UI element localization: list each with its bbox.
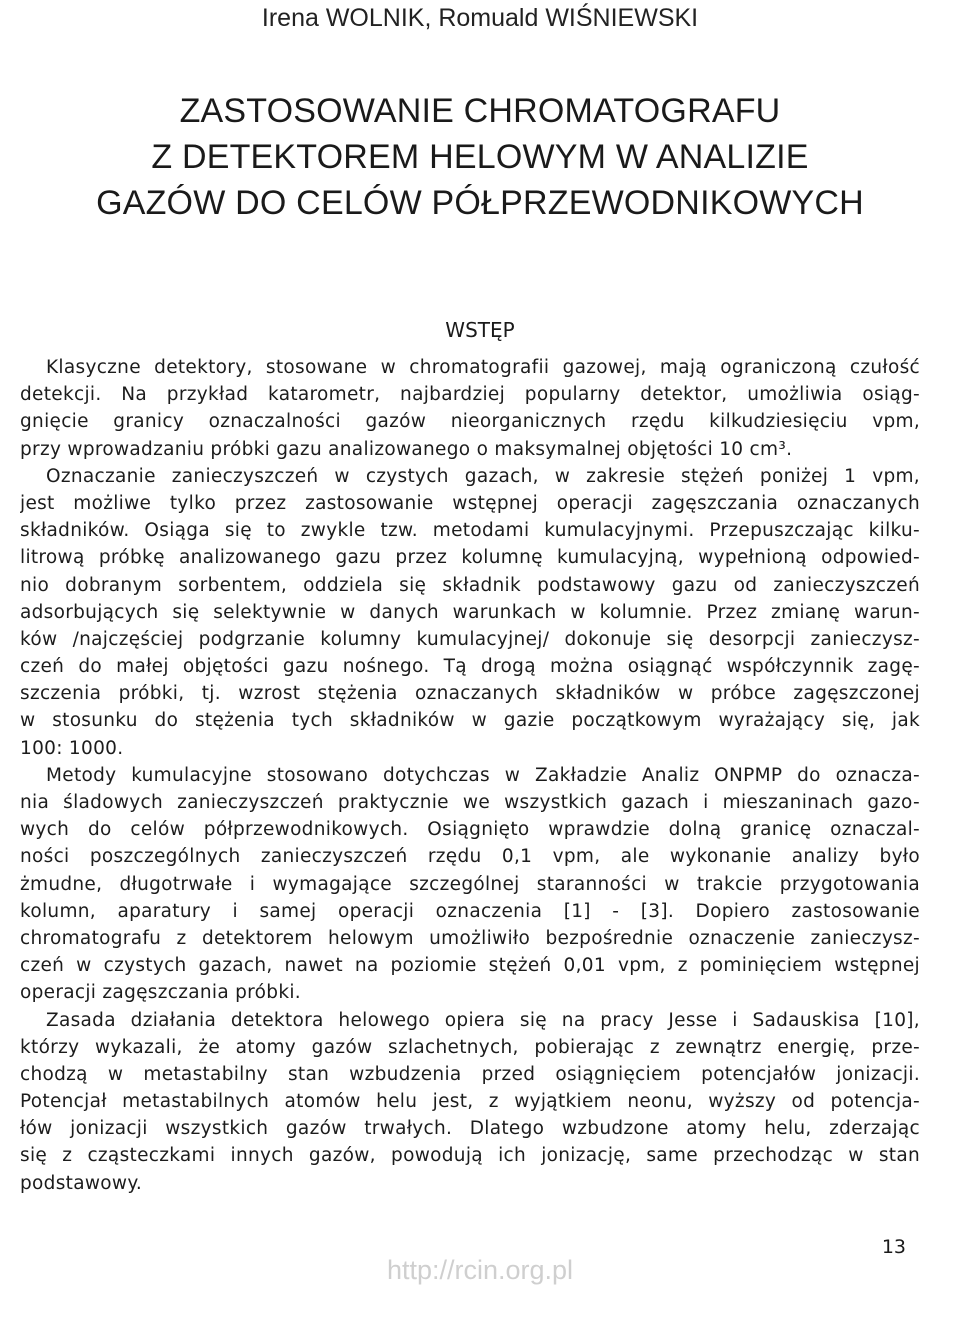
text-line: litrową próbkę analizowanego gazu przez kolumnę kumulacyjną, wypełnioną odpowied- xyxy=(20,547,920,569)
text-line: czeń w czystych gazach, nawet na poziomie stężeń 0,01 vpm, z pominięciem wstępnej xyxy=(20,955,920,977)
title-line: ZASTOSOWANIE CHROMATOGRAFU xyxy=(179,92,781,130)
body-text xyxy=(20,354,920,1197)
watermark-url: http://rcin.org.pl xyxy=(386,1255,574,1285)
text-line: detekcji. Na przykład katarometr, najbardziej popularny detektor, umożliwia osiąg- xyxy=(20,384,920,406)
text-line: podstawowy. xyxy=(20,1172,143,1194)
text-line: szczenia próbki, tj. wzrost stężenia oznaczanych składników w próbce zagęszczonej xyxy=(20,683,920,705)
text-line: Klasyczne detektory, stosowane w chromatografii gazowej, mają ograniczoną czułość xyxy=(46,357,920,378)
text-line: przy wprowadzaniu próbki gazu analizowanego o maksymalnej objętości 10 cm³. xyxy=(20,438,793,460)
text-line: się z cząsteczkami innych gazów, powodują ich jonizację, same przechodząc w stan xyxy=(20,1145,920,1167)
text-line: operacji zagęszczania próbki. xyxy=(20,982,301,1004)
text-line: którzy wykazali, że atomy gazów szlachetnych, pobierając z zewnątrz energię, prze- xyxy=(20,1036,920,1058)
title-line: GAZÓW DO CELÓW PÓŁPRZEWODNIKOWYCH xyxy=(96,184,864,222)
article-title xyxy=(30,88,930,226)
text-line: żmudne, długotrwałe i wymagające szczególnej staranności w trakcie przygotowania xyxy=(20,873,920,895)
text-line: Oznaczanie zanieczyszczeń w czystych gazach, w zakresie stężeń poniżej 1 vpm, xyxy=(46,465,920,487)
text-line: gnięcie granicy oznaczalności gazów nieorganicznych rzędu kilkudziesięciu vpm, xyxy=(20,411,920,433)
text-line: Potencjał metastabilnych atomów helu jest, z wyjątkiem neonu, wyższy od potencja- xyxy=(20,1091,920,1113)
text-line: ności poszczególnych zanieczyszczeń rzędu 0,1 vpm, ale wykonanie analizy było xyxy=(20,846,920,868)
text-line: 100: 1000. xyxy=(20,737,124,759)
text-line: czeń do małej objętości gazu nośnego. Tą drogą można osiągnąć współczynnik zagę- xyxy=(20,656,920,678)
text-line: Zasada działania detektora helowego opiera się na pracy Jesse i Sadauskisa [10], xyxy=(46,1009,920,1031)
text-line: łów jonizacji wszystkich gazów trwałych. Dlatego wzbudzone atomy helu, zderzając xyxy=(20,1118,920,1140)
text-line: adsorbujących się selektywnie w danych warunkach w kolumnie. Przez zmianę warun- xyxy=(20,601,920,623)
page-number: 13 xyxy=(881,1236,906,1258)
text-line: nio dobranym sorbentem, oddziela się składnik podstawowy gazu od zanieczyszczeń xyxy=(20,574,920,596)
text-line: wych do celów półprzewodnikowych. Osiągnięto wprawdzie dolną granicę oznaczal- xyxy=(20,819,920,841)
text-line: chromatografu z detektorem helowym umożliwiło bezpośrednie oznaczenie zanieczysz- xyxy=(20,927,920,949)
text-line: chodzą w metastabilny stan wzbudzenia przed osiągnięciem potencjałów jonizacji. xyxy=(20,1063,920,1085)
text-line: ków /najczęściej podgrzanie kolumny kumulacyjnej/ dokonuje się desorpcji zanieczysz- xyxy=(20,628,920,650)
authors: Irena WOLNIK, Romuald WIŚNIEWSKI xyxy=(261,4,699,32)
text-line: Metody kumulacyjne stosowano dotychczas w Zakładzie Analiz ONPMP do oznacza- xyxy=(46,764,920,786)
section-heading: WSTĘP xyxy=(445,318,515,342)
text-line: kolumn, aparatury i samej operacji oznaczenia [1] - [3]. Dopiero zastosowanie xyxy=(20,900,920,922)
text-line: składników. Osiąga się to zwykle tzw. metodami kumulacyjnymi. Przepuszczając kilku- xyxy=(20,520,920,542)
title-line: Z DETEKTOREM HELOWYM W ANALIZIE xyxy=(151,138,809,176)
text-line: w stosunku do stężenia tych składników w gazie początkowym wyrażający się, jak xyxy=(20,710,920,732)
text-line: jest możliwe tylko przez zastosowanie wstępnej operacji zagęszczania oznaczanych xyxy=(20,492,920,514)
text-line: nia śladowych zanieczyszczeń praktycznie we wszystkich gazach i mieszaninach gazo- xyxy=(20,792,920,813)
